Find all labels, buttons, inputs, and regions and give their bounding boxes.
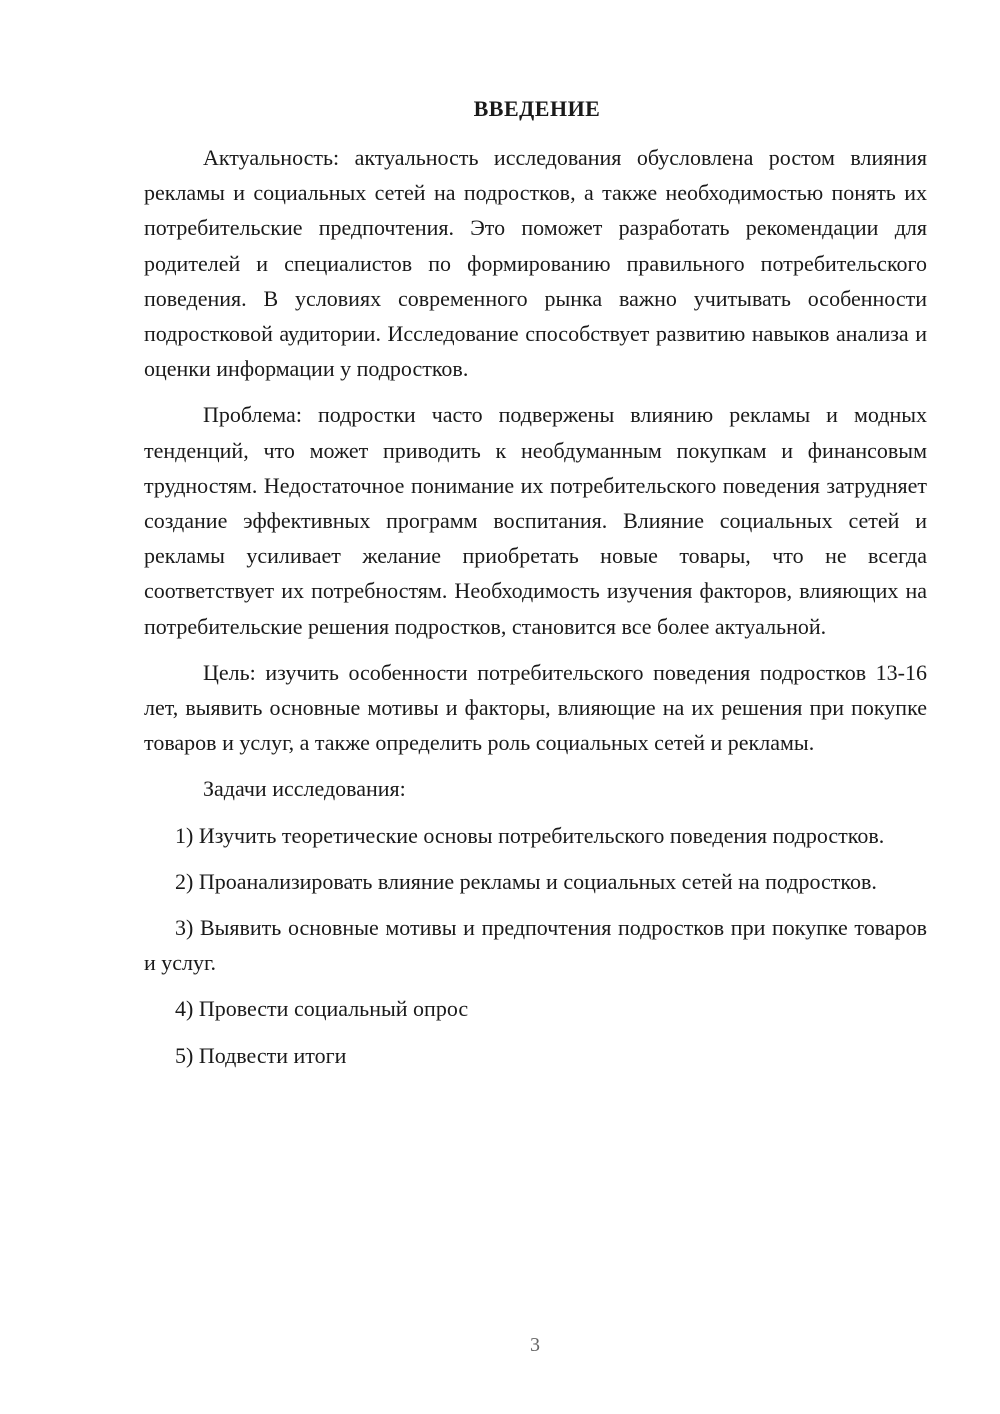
- page-title: ВВЕДЕНИЕ: [473, 96, 601, 121]
- task-item-3: 3) Выявить основные мотивы и предпочтения подростков при покупке товаров и услуг.: [144, 915, 927, 976]
- task-item-5: 5) Подвести итоги: [175, 1042, 347, 1068]
- tasks-heading: Задачи исследования:: [203, 776, 406, 802]
- task-item-4: 4) Провести социальный опрос: [175, 996, 469, 1022]
- paragraph-goal: Цель: изучить особенности потребительского поведения подростков 13-16 лет, выявить основные мотивы и факторы, влияющие на их решения при покупке товаров и услуг, а также определить роль социальных сетей и рекламы.: [144, 659, 927, 756]
- task-item-2: 2) Проанализировать влияние рекламы и социальных сетей на подростков.: [175, 868, 877, 894]
- page-number: 3: [530, 1334, 540, 1356]
- paragraph-problem: Проблема: подростки часто подвержены влиянию рекламы и модных тенденций, что может приводить к необдуманным покупкам и финансовым трудностям. Недостаточное понимание их потребительского поведения затрудняет создание эффективных программ воспитания. Влияние социальных сетей и рекламы усиливает желание приобретать новые товары, что не всегда соответствует их потребностям. Необходимость изучения факторов, влияющих на потребительские решения подростков, становится все более актуальной.: [144, 402, 927, 639]
- document-body: [144, 140, 927, 1073]
- task-item-1: 1) Изучить теоретические основы потребительского поведения подростков.: [175, 822, 885, 848]
- paragraph-relevance: Актуальность: актуальность исследования обусловлена ростом влияния рекламы и социальных сетей на подростков, а также необходимостью понять их потребительские предпочтения. Это поможет разработать рекомендации для родителей и специалистов по формированию правильного потребительского поведения. В условиях современного рынка важно учитывать особенности подростковой аудитории. Исследование способствует развитию навыков анализа и оценки информации у подростков.: [144, 145, 927, 382]
